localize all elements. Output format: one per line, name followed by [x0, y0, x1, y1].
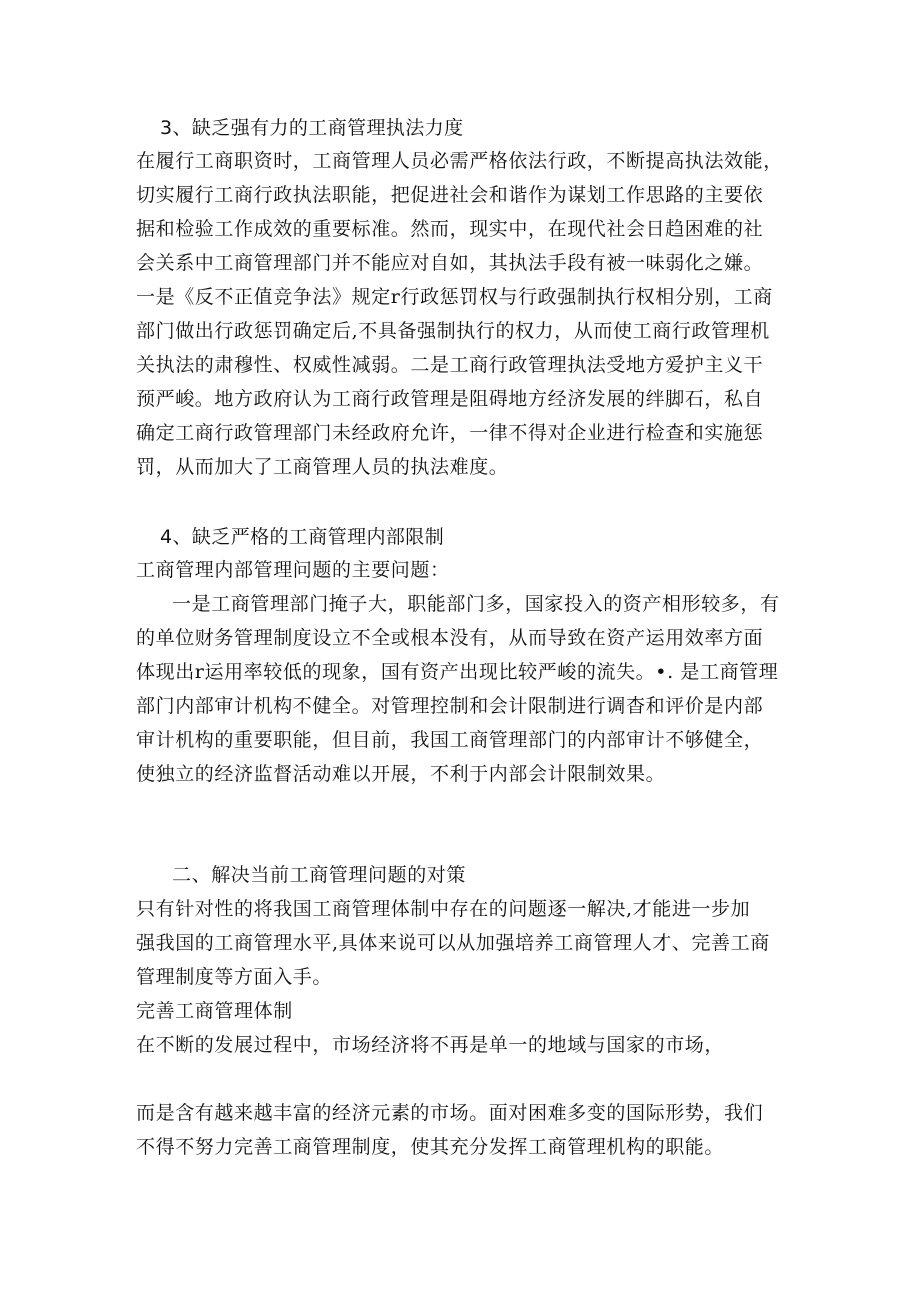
section-two-line: 只有针对性的将我国工商管理体制中存在的问题逐一解决,才能进一步加: [136, 898, 751, 920]
section-3-line: 关执法的肃穆性、权威性减弱。二是工商行政管理执法受地方爱护主义干: [136, 354, 764, 376]
section-two-paragraph: 在不断的发展过程中，市场经济将不再是单一的地域与国家的市场，: [136, 1034, 725, 1056]
section-3-line: 会关系中工商管理部门并不能应对自如，其执法手段有被一味弱化之嫌。: [136, 252, 764, 274]
section-4-intro: 工商管理内部管理问题的主要问题：: [136, 559, 450, 581]
section-4-line: 的单位财务管理制度设立不全或根本没有，从而导致在资产运用效率方面: [136, 627, 764, 649]
section-3-line: 罚，从而加大了工商管理人员的执法难度。: [136, 456, 509, 478]
section-3-line: 预严峻。地方政府认为工商行政管理是阻碍地方经济发展的绊脚石，私自: [136, 388, 764, 410]
section-3-line: 确定工商行政管理部门未经政府允许，一律不得对企业进行检查和实施惩: [136, 422, 764, 444]
section-two-paragraph: 不得不努力完善工商管理制度，使其充分发挥工商管理机构的职能。: [136, 1136, 725, 1158]
section-4-heading: 4、缺乏严格的工商管理内部限制: [160, 526, 445, 548]
section-4-line: 部门内部审计机构不健全。对管理控制和会计限制进行调杳和评价是内部: [136, 695, 764, 717]
section-two-paragraph: 而是含有越来越丰富的经济元素的市场。面对困难多变的国际形势，我们: [136, 1102, 764, 1124]
section-3-heading: 3、缺乏强有力的工商管理执法力度: [160, 117, 464, 139]
section-4-line: 体现出r运用率较低的现象，国有资产出现比较严峻的流失。•. 是工商管理: [136, 661, 779, 683]
section-4-line: 审计机构的重要职能，但目前，我国工商管理部门的内部审计不够健全，: [136, 729, 764, 751]
section-3-line: 在履行工商职资时，工商管理人员必需严格依法行政，不断提高执法效能，: [136, 150, 783, 172]
section-3-line: 据和检验工作成效的重要标准。然而，现实中，在现代社会日趋困难的社: [136, 218, 764, 240]
section-3-line: 部门做出行政惩罚确定后,不具备强制执行的权力，从而使工商行政管理机: [136, 320, 770, 342]
section-4-line: 使独立的经济监督活动难以开展，不利于内部会计限制效果。: [136, 763, 666, 785]
section-two-line: 管理制度等方面入手。: [136, 966, 333, 988]
section-3-line: 切实履行工商行政执法职能，把促进社会和谐作为谋划工作思路的主要依: [136, 184, 764, 206]
section-3-line: 一是《反不正值竞争法》规定r行政惩罚权与行政强制执行权相分别，工商: [136, 286, 773, 308]
section-two-subheading: 完善工商管理体制: [136, 1000, 293, 1022]
section-two-heading: 二、解决当前工商管理问题的对策: [172, 864, 467, 886]
section-two-line: 强我国的工商管理水平,具体来说可以从加强培养工商管理人才、完善工商: [136, 932, 770, 954]
section-4-line: 一是工商管理部门掩子大，职能部门多，国家投入的资产相形较多，有: [172, 593, 780, 615]
